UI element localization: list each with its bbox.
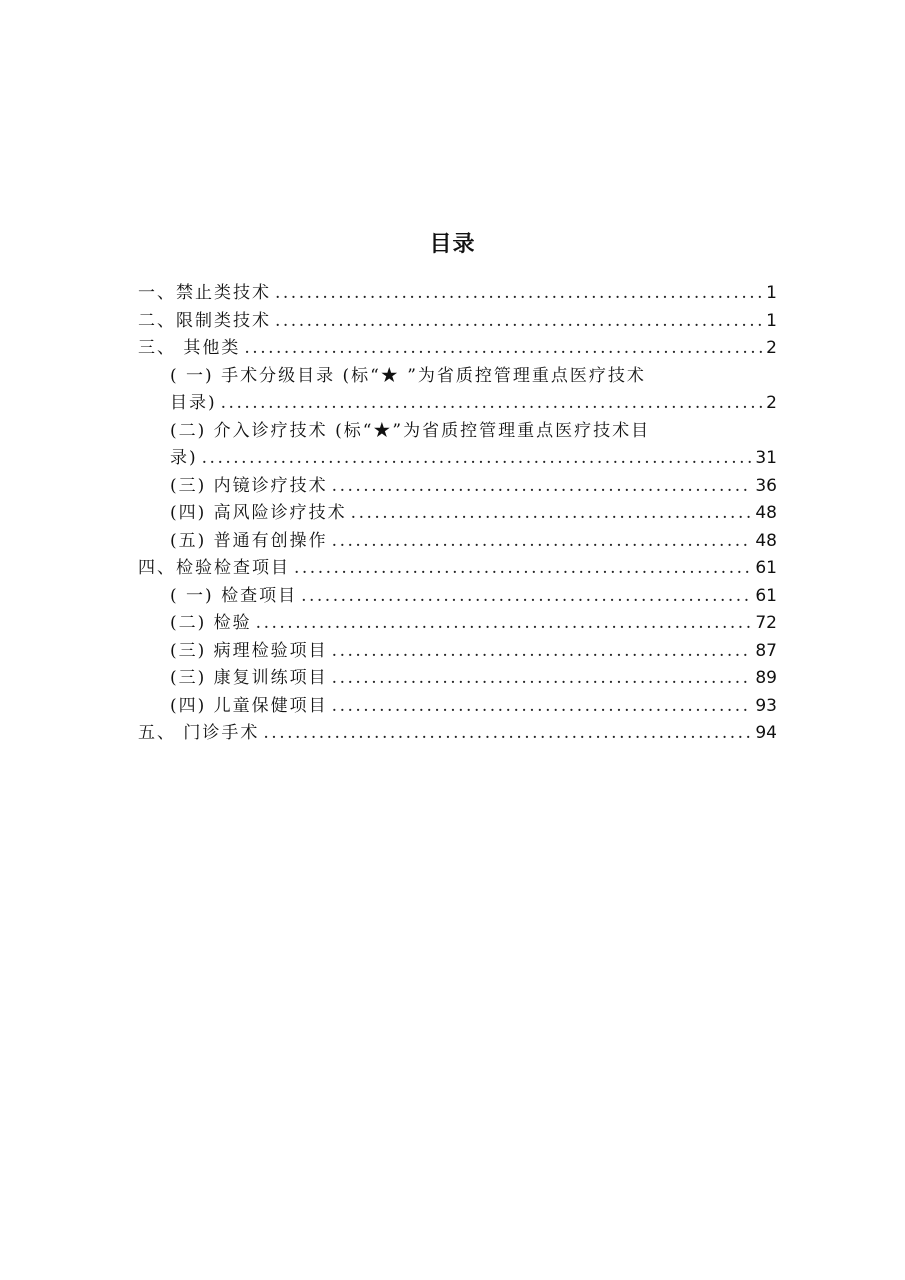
toc-page-number: 1 [766,310,777,331]
toc-page-number: 2 [766,393,777,413]
toc-entry-invasive[interactable] [138,528,777,556]
toc-leader-dots [332,473,752,501]
toc-entry-label: (四) 儿童保健项目 [170,695,328,716]
toc-entry-label: 录) [170,448,198,468]
toc-entry-label: 三、 其他类 [138,338,241,358]
toc-leader-dots [221,390,763,418]
toc-leader-dots [332,693,752,721]
toc-page-number: 2 [766,338,777,358]
toc-entry-label: 一、禁止类技术 [138,283,271,303]
toc-entry-label: 五、 门诊手术 [138,723,260,743]
toc-page-number: 31 [755,448,777,468]
toc-leader-dots [256,610,752,638]
toc-page-number: 89 [755,668,777,688]
toc-leader-dots [332,528,752,556]
toc-entry-endoscopy[interactable] [138,473,777,501]
toc-entry-label: ( 一) 检查项目 [170,585,298,606]
toc-entry-interventional-line1[interactable] [138,418,777,446]
toc-entry-child-health[interactable] [138,693,777,721]
toc-entry-exam-items[interactable] [138,583,777,611]
toc-entry-interventional[interactable] [138,445,777,473]
toc-page-number: 72 [755,613,777,633]
toc-page-number: 87 [755,640,777,661]
toc-entry-label: 二、限制类技术 [138,310,271,331]
toc-page-number: 61 [755,585,777,606]
toc-entry-label: (四) 高风险诊疗技术 [170,503,347,523]
toc-entry-surgery-grading[interactable] [138,390,777,418]
page-title: 目录 [429,232,476,257]
toc-entry-surgery-grading-line1[interactable] [138,363,777,391]
toc-leader-dots [294,555,751,583]
toc-leader-dots [351,500,752,528]
toc-entry-prohibited[interactable] [138,280,777,308]
toc-entry-rehabilitation[interactable] [138,665,777,693]
table-of-contents [138,280,777,748]
toc-leader-dots [332,665,752,693]
toc-leader-dots [275,280,762,308]
toc-entry-label: (五) 普通有创操作 [170,530,328,551]
toc-entry-tests-exams[interactable] [138,555,777,583]
toc-page-number: 94 [755,723,777,743]
toc-entry-label: (三) 病理检验项目 [170,640,328,661]
toc-page-number: 61 [755,558,777,578]
toc-page-number: 1 [766,283,777,303]
toc-entry-label: ( 一) 手术分级目录 (标“★ ”为省质控管理重点医疗技术 [170,365,646,386]
toc-entry-label: 四、检验检查项目 [138,558,290,578]
toc-leader-dots [275,308,762,336]
toc-page-number: 36 [755,475,777,496]
toc-entry-others[interactable] [138,335,777,363]
toc-leader-dots [202,445,752,473]
toc-page-number: 93 [755,695,777,716]
toc-entry-lab-tests[interactable] [138,610,777,638]
toc-entry-label: (三) 康复训练项目 [170,668,328,688]
toc-leader-dots [301,583,751,611]
toc-entry-label: 目录) [170,393,217,413]
toc-entry-restricted[interactable] [138,308,777,336]
toc-entry-outpatient-surgery[interactable] [138,720,777,748]
toc-page-number: 48 [755,530,777,551]
toc-entry-high-risk[interactable] [138,500,777,528]
toc-leader-dots [332,638,752,666]
toc-entry-label: (二) 检验 [170,613,252,633]
toc-leader-dots [244,335,762,363]
toc-entry-label: (三) 内镜诊疗技术 [170,475,328,496]
toc-entry-pathology[interactable] [138,638,777,666]
toc-leader-dots [263,720,751,748]
toc-entry-label: (二) 介入诊疗技术 (标“★”为省质控管理重点医疗技术目 [170,420,651,441]
toc-page-number: 48 [755,503,777,523]
